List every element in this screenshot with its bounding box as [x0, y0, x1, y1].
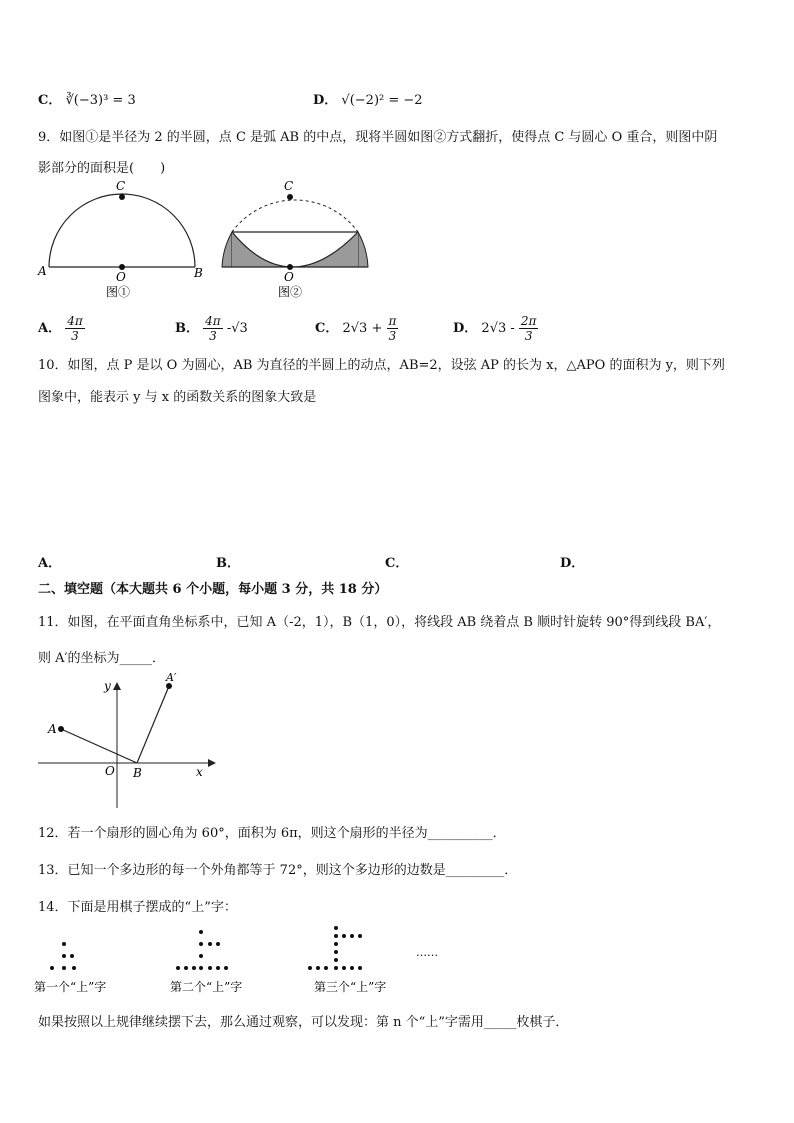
q11-label-y: y — [104, 679, 111, 693]
q14-pattern-3 — [308, 926, 362, 970]
q14-stem-line2: 如果按照以上规律继续摆下去，那么通过观察，可以发现：第 n 个“上”字需用_____枚棋子． — [38, 1015, 569, 1030]
section2-title: 二、填空题（本大题共 6 个小题，每小题 3 分，共 18 分） — [38, 582, 388, 597]
q10-option-b: B． — [216, 556, 240, 571]
q10-option-a: A． — [38, 556, 62, 571]
q11-label-b: B — [133, 766, 142, 780]
q9-stem-line2: 影部分的面积是( ) — [38, 161, 166, 176]
q9-option-d-num: 2π — [520, 314, 537, 328]
q9-fig1-label-c: C — [116, 179, 126, 193]
q9-figure-1 — [32, 178, 212, 308]
q9-option-c-pre: 2√3 + — [342, 321, 383, 336]
q14-caption-1: 第一个“上”字 — [34, 980, 107, 994]
q9-option-b-label: B． — [175, 321, 199, 336]
q9-fig1-caption: 图① — [106, 285, 131, 299]
q8-option-c — [38, 89, 136, 108]
q9-fig2-caption: 图② — [278, 285, 303, 299]
q8-option-d-label: D． — [313, 93, 338, 108]
q14-pattern-2 — [176, 930, 228, 970]
q9-fig2-label-o: O — [284, 270, 294, 284]
q14-pattern-1 — [50, 942, 76, 970]
q11-coordinate-figure — [36, 670, 216, 810]
q8-option-c-expr: ∛(−3)³ = 3 — [65, 93, 136, 108]
q9-option-c-label: C． — [315, 321, 339, 336]
q9-option-b-den: 3 — [209, 329, 217, 343]
q9-option-c-den: 3 — [388, 329, 397, 343]
q10-option-d: D． — [560, 556, 585, 571]
q9-option-a-label: A． — [38, 321, 62, 336]
q11-stem-line2: 则 A′的坐标为_____． — [38, 651, 165, 666]
q14-pattern-figure — [34, 922, 454, 997]
q8-option-d — [313, 89, 423, 108]
q12-stem: 12．若一个扇形的圆心角为 60°，面积为 6π，则这个扇形的半径为__________． — [38, 826, 506, 841]
q9-option-d-den: 3 — [524, 329, 533, 343]
q9-fig1-label-b: B — [194, 266, 203, 280]
q9-option-a-den: 3 — [71, 329, 79, 343]
q8-option-d-expr: √(−2)² = −2 — [341, 93, 423, 108]
q14-caption-3: 第三个“上”字 — [314, 980, 387, 994]
q11-label-x: x — [196, 765, 203, 779]
q9-fig2-label-c: C — [284, 179, 294, 193]
q8-option-c-label: C． — [38, 93, 62, 108]
q9-option-c-num: π — [388, 314, 397, 328]
q9-option-d — [453, 314, 538, 343]
q9-option-d-label: D． — [453, 321, 478, 336]
q9-figure-2 — [212, 178, 392, 308]
q9-option-d-pre: 2√3 - — [481, 321, 515, 336]
q10-option-c: C． — [385, 556, 409, 571]
q11-label-a-prime: A′ — [166, 671, 177, 684]
q13-stem: 13．已知一个多边形的每一个外角都等于 72°，则这个多边形的边数是_________． — [38, 863, 518, 878]
q11-label-o: O — [105, 764, 115, 778]
q14-ellipsis: …… — [416, 946, 438, 959]
q9-option-b-rest: -√3 — [226, 321, 248, 336]
q9-fig1-label-o: O — [116, 270, 126, 284]
q9-option-b-num: 4π — [205, 314, 221, 328]
q10-stem-line1: 10．如图，点 P 是以 O 为圆心，AB 为直径的半圆上的动点，AB=2，设弦 AP 的长为 x，△APO 的面积为 y，则下列 — [38, 358, 725, 373]
q9-option-b — [175, 314, 248, 343]
q9-option-a — [38, 314, 85, 343]
q11-label-a: A — [48, 722, 57, 736]
q9-fig1-label-a: A — [38, 264, 47, 278]
q11-stem-line1: 11．如图，在平面直角坐标系中，已知 A（-2，1），B（1，0），将线段 AB 绕着点 B 顺时针旋转 90°得到线段 BA′， — [38, 615, 721, 630]
q14-stem-line1: 14．下面是用棋子摆成的“上”字： — [38, 900, 237, 915]
q14-caption-2: 第二个“上”字 — [170, 980, 243, 994]
q9-option-a-num: 4π — [67, 314, 83, 328]
q9-stem-line1: 9．如图①是半径为 2 的半圆，点 C 是弧 AB 的中点，现将半圆如图②方式翻折，使得点 C 与圆心 O 重合，则图中阴 — [38, 130, 718, 145]
q10-stem-line2: 图象中，能表示 y 与 x 的函数关系的图象大致是 — [38, 390, 317, 405]
q9-option-c — [315, 314, 398, 343]
